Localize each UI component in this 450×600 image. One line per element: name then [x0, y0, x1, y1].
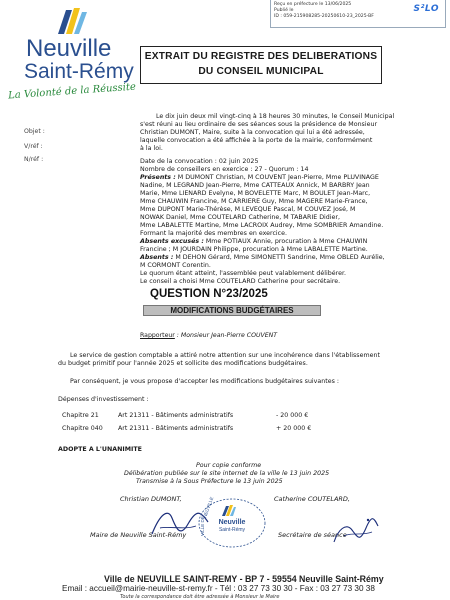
- document-title-line1: EXTRAIT DU REGISTRE DES DELIBERATIONS: [144, 51, 378, 62]
- intro-line: s'est réuni au lieu ordinaire de ses séances sous la présidence de Monsieur: [140, 121, 378, 128]
- footer-address: Ville de NEUVILLE SAINT-REMY - BP 7 - 59554 Neuville Saint-Rémy: [104, 574, 384, 584]
- svg-text:Neuville: Neuville: [218, 519, 246, 526]
- stamp-published: Publié le: [274, 8, 294, 14]
- budget-chapitre: Chapitre 21: [62, 412, 99, 419]
- footer-contact: Email : accueil@mairie-neuville-st-remy.fr - Tél : 03 27 73 30 30 - Fax : 03 27 73 30 38: [62, 584, 375, 593]
- proposal-line: Par conséquent, je vous propose d'accepter les modifications budgétaires suivantes :: [70, 378, 340, 385]
- svg-text:VILLE DE: VILLE DE: [200, 516, 205, 536]
- town-seal-icon: [196, 496, 268, 550]
- adoption-result: ADOPTE A L'UNANIMITE: [58, 446, 142, 453]
- secretary-signature-icon: [330, 514, 380, 548]
- budget-amount: - 20 000 €: [276, 412, 309, 419]
- rapporteur-name: : Monsieur Jean-Pierre COUVENT: [174, 332, 278, 339]
- presents-line: Mme DUPONT Marie-Thérèse, M LEVEQUE Pascal, M COUVEZ José, M: [140, 206, 356, 213]
- budget-article: Art 21311 - Bâtiments administratifs: [118, 412, 234, 419]
- mayor-title: Maire de Neuville Saint-Rémy: [90, 531, 187, 539]
- intro-line: Le dix juin deux mil vingt-cinq à 18 heures 30 minutes, le Conseil Municipal: [156, 113, 395, 120]
- rapporteur-label: Rapporteur: [140, 332, 175, 339]
- presents-label: Présents :: [140, 174, 176, 181]
- secretary-title: Secrétaire de séance: [278, 531, 347, 539]
- intro-line: à la loi.: [140, 145, 163, 152]
- presents-line: Nadine, M LEGRAND Jean-Pierre, Mme CATTEAUX Annick, M BARBRY Jean: [140, 182, 370, 189]
- excuses-label: Absents excusés :: [140, 238, 204, 245]
- mayor-name: Christian DUMONT,: [120, 495, 182, 503]
- quorum-line: Le quorum étant atteint, l'assemblée peut valablement délibérer.: [140, 270, 346, 277]
- logo-name-line1: Neuville: [26, 35, 112, 62]
- logo-name-line2: Saint-Rémy: [24, 60, 134, 83]
- prefecture-stamp: [270, 0, 446, 28]
- absents-line: M CORMONT Corentin.: [140, 262, 211, 269]
- service-line: du budget primitif pour l'année 2025 et sollicite des modifications budgétaires.: [58, 360, 308, 367]
- stamp-id: ID : 059-215908285-20250610-23_2025-BF: [274, 14, 374, 20]
- certif-copy: Pour copie conforme: [196, 462, 262, 469]
- presents-line: Marie, Mme LIENARD Evelyne, M BOVELETTE Marc, M BOULET Jean-Marc,: [140, 190, 371, 197]
- intro-line: laquelle convocation a été affichée à la porte de la mairie, conformément: [140, 137, 373, 144]
- member-counts: Nombre de conseillers en exercice : 27 - Quorum : 14: [140, 166, 309, 173]
- label-objet: Objet :: [24, 128, 45, 135]
- label-nref: N/réf :: [24, 156, 44, 163]
- svg-text:Saint-Rémy: Saint-Rémy: [218, 527, 246, 533]
- presents-line: NOWAK Daniel, Mme COUTELARD Catherine, M TABARIE Didier,: [140, 214, 341, 221]
- intro-line: Christian DUMONT, Maire, suite à la convocation qui lui a été adressée,: [140, 129, 365, 136]
- service-line: Le service de gestion comptable a attiré notre attention sur une incohérence dans l'établissement: [70, 352, 380, 359]
- document-title-line2: DU CONSEIL MUNICIPAL: [198, 66, 324, 77]
- subject-banner: MODIFICATIONS BUDGÉTAIRES: [143, 305, 321, 316]
- label-vref: V/réf :: [24, 143, 43, 150]
- rapporteur-line: [140, 332, 277, 339]
- footer-note: Toute la correspondance doit être adressée à Monsieur le Maire: [120, 594, 280, 600]
- stamp-brand: S²LO: [413, 4, 439, 14]
- absents-line: Absents : M DEHON Gérard, Mme SIMONETTI Sandrine, Mme OBLED Aurélie,: [140, 254, 385, 261]
- presents-line: Mme LABALETTE Martine, Mme LACROIX Audrey, Mme SOMBRIER Amandine.: [140, 222, 384, 229]
- absents-label: Absents :: [140, 254, 174, 261]
- question-number: QUESTION N°23/2025: [150, 288, 268, 300]
- stamp-received-date: Reçu en préfecture le 13/06/2025: [274, 2, 352, 7]
- presents-line: Présents : M DUMONT Christian, M COUVENT Jean-Pierre, Mme PLUVINAGE: [140, 174, 379, 181]
- svg-text:NEUVILLE: NEUVILLE: [202, 496, 215, 519]
- certif-transmission: Transmise à la Sous Préfecture le 13 juin 2025: [136, 478, 283, 485]
- budget-chapitre: Chapitre 040: [62, 425, 103, 432]
- depenses-label: Dépenses d'investissement :: [58, 396, 149, 403]
- convocation-date: Date de la convocation : 02 juin 2025: [140, 158, 259, 165]
- excuses-line: Francine ; M JOURDAIN Philippe, procuration à Mme LABALETTE Martine.: [140, 246, 368, 253]
- excuses-line: Absents excusés : Mme POTIAUX Annie, procuration à Mme CHAUWIN: [140, 238, 368, 245]
- presents-line: Formant la majorité des membres en exercice.: [140, 230, 288, 237]
- budget-amount: + 20 000 €: [276, 425, 312, 432]
- town-logo-icon: [52, 4, 92, 38]
- logo-tagline: La Volonté de la Réussite: [7, 81, 137, 102]
- budget-article: Art 21311 - Bâtiments administratifs: [118, 425, 234, 432]
- secretary-line: Le conseil a choisi Mme COUTELARD Catherine pour secrétaire.: [140, 278, 341, 285]
- secretary-name: Catherine COUTELARD,: [274, 495, 350, 503]
- certif-publication: Délibération publiée sur le site internet de la ville le 13 juin 2025: [124, 470, 330, 477]
- presents-line: Mme CHAUWIN Francine, M CARRIERE Guy, Mme MAGERE Marie-France,: [140, 198, 368, 205]
- document-title-box: [140, 46, 382, 84]
